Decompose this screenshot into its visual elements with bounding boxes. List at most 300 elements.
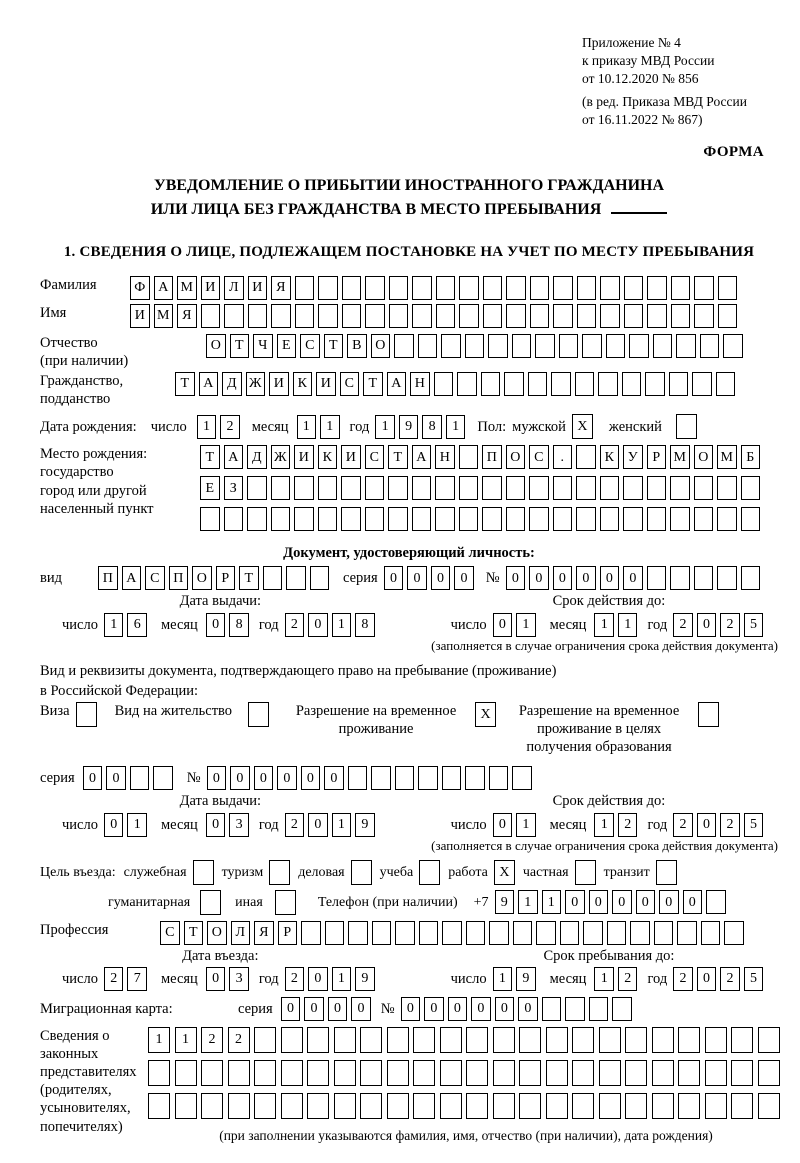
char-box[interactable]: 2	[201, 1027, 223, 1053]
patronymic-boxes[interactable]	[206, 334, 747, 358]
char-box[interactable]	[365, 304, 385, 328]
char-box[interactable]	[436, 304, 456, 328]
char-box[interactable]	[351, 860, 372, 885]
char-box[interactable]	[459, 276, 479, 300]
char-box[interactable]	[228, 1093, 250, 1119]
char-box[interactable]: 2	[220, 415, 240, 439]
char-box[interactable]	[694, 507, 714, 531]
purpose-official-checkbox[interactable]	[193, 860, 214, 885]
char-box[interactable]	[724, 921, 744, 945]
char-box[interactable]	[676, 414, 697, 439]
char-box[interactable]	[493, 1093, 515, 1119]
char-box[interactable]: Р	[278, 921, 298, 945]
char-box[interactable]	[600, 507, 620, 531]
char-box[interactable]	[624, 304, 644, 328]
migration-series-boxes[interactable]	[281, 997, 375, 1021]
char-box[interactable]: Я	[254, 921, 274, 945]
char-box[interactable]	[600, 304, 620, 328]
char-box[interactable]: 0	[636, 890, 656, 914]
char-box[interactable]	[307, 1027, 329, 1053]
char-box[interactable]: 0	[529, 566, 549, 590]
char-box[interactable]	[647, 304, 667, 328]
char-box[interactable]	[565, 997, 585, 1021]
char-box[interactable]	[200, 890, 221, 915]
char-box[interactable]	[440, 1093, 462, 1119]
char-box[interactable]: А	[154, 276, 174, 300]
char-box[interactable]	[271, 304, 291, 328]
legal-reps-row1[interactable]	[148, 1027, 784, 1053]
char-box[interactable]: К	[318, 445, 338, 469]
char-box[interactable]: С	[145, 566, 165, 590]
char-box[interactable]	[542, 997, 562, 1021]
char-box[interactable]	[572, 1027, 594, 1053]
char-box[interactable]: 0	[324, 766, 344, 790]
sex-male-checkbox[interactable]	[572, 414, 593, 439]
char-box[interactable]	[717, 566, 737, 590]
char-box[interactable]: М	[154, 304, 174, 328]
char-box[interactable]: 6	[127, 613, 147, 637]
char-box[interactable]: 3	[229, 813, 249, 837]
char-box[interactable]	[224, 507, 244, 531]
char-box[interactable]: 3	[229, 967, 249, 991]
char-box[interactable]: М	[717, 445, 737, 469]
char-box[interactable]	[286, 566, 306, 590]
char-box[interactable]: 0	[683, 890, 703, 914]
char-box[interactable]: 0	[623, 566, 643, 590]
char-box[interactable]: 0	[308, 967, 328, 991]
char-box[interactable]	[572, 1060, 594, 1086]
char-box[interactable]: Т	[230, 334, 250, 358]
char-box[interactable]: Д	[222, 372, 242, 396]
residence-expiry-day[interactable]	[493, 813, 540, 837]
char-box[interactable]	[622, 372, 642, 396]
entry-arrival-month[interactable]	[206, 967, 253, 991]
residence-series-boxes[interactable]	[83, 766, 177, 790]
char-box[interactable]	[546, 1060, 568, 1086]
char-box[interactable]	[694, 476, 714, 500]
char-box[interactable]: 1	[320, 415, 340, 439]
char-box[interactable]	[295, 276, 315, 300]
char-box[interactable]: 0	[106, 766, 126, 790]
char-box[interactable]: 0	[448, 997, 468, 1021]
phone-boxes[interactable]	[495, 890, 730, 914]
char-box[interactable]: 1	[516, 613, 536, 637]
birth-place-row3[interactable]	[200, 507, 764, 531]
char-box[interactable]: С	[365, 445, 385, 469]
name-boxes[interactable]	[130, 304, 741, 328]
char-box[interactable]	[248, 304, 268, 328]
char-box[interactable]	[295, 304, 315, 328]
option-temp-residence-education-checkbox[interactable]	[698, 702, 719, 727]
char-box[interactable]	[528, 372, 548, 396]
char-box[interactable]: О	[694, 445, 714, 469]
char-box[interactable]	[519, 1027, 541, 1053]
char-box[interactable]	[647, 476, 667, 500]
char-box[interactable]	[275, 890, 296, 915]
char-box[interactable]	[440, 1027, 462, 1053]
char-box[interactable]	[758, 1060, 780, 1086]
char-box[interactable]: 0	[431, 566, 451, 590]
profession-boxes[interactable]	[160, 921, 748, 945]
char-box[interactable]: 9	[355, 813, 375, 837]
char-box[interactable]	[247, 476, 267, 500]
char-box[interactable]	[413, 1060, 435, 1086]
sex-female-checkbox[interactable]	[676, 414, 697, 439]
char-box[interactable]: Т	[239, 566, 259, 590]
char-box[interactable]	[372, 921, 392, 945]
purpose-study-checkbox[interactable]	[419, 860, 440, 885]
char-box[interactable]: 2	[618, 967, 638, 991]
char-box[interactable]	[318, 507, 338, 531]
char-box[interactable]	[483, 304, 503, 328]
char-box[interactable]	[582, 334, 602, 358]
char-box[interactable]	[318, 304, 338, 328]
char-box[interactable]	[418, 334, 438, 358]
char-box[interactable]: 1	[594, 967, 614, 991]
char-box[interactable]: И	[294, 445, 314, 469]
char-box[interactable]: 0	[493, 813, 513, 837]
char-box[interactable]	[576, 507, 596, 531]
char-box[interactable]: Ч	[253, 334, 273, 358]
char-box[interactable]	[625, 1093, 647, 1119]
char-box[interactable]	[360, 1060, 382, 1086]
char-box[interactable]: 1	[127, 813, 147, 837]
char-box[interactable]: 1	[375, 415, 395, 439]
purpose-transit-checkbox[interactable]	[656, 860, 677, 885]
char-box[interactable]	[436, 276, 456, 300]
char-box[interactable]: 7	[127, 967, 147, 991]
char-box[interactable]: Д	[247, 445, 267, 469]
residence-expiry-year[interactable]	[673, 813, 767, 837]
char-box[interactable]: И	[201, 276, 221, 300]
char-box[interactable]	[678, 1093, 700, 1119]
char-box[interactable]: С	[340, 372, 360, 396]
char-box[interactable]	[512, 334, 532, 358]
residence-issue-day[interactable]	[104, 813, 151, 837]
char-box[interactable]: 0	[301, 766, 321, 790]
char-box[interactable]: А	[122, 566, 142, 590]
doc-type-boxes[interactable]	[98, 566, 333, 590]
char-box[interactable]: У	[623, 445, 643, 469]
identity-expiry-year[interactable]	[673, 613, 767, 637]
char-box[interactable]: 0	[254, 766, 274, 790]
identity-issue-month[interactable]	[206, 613, 253, 637]
char-box[interactable]: К	[600, 445, 620, 469]
char-box[interactable]: И	[316, 372, 336, 396]
char-box[interactable]: 2	[673, 613, 693, 637]
char-box[interactable]	[694, 304, 714, 328]
char-box[interactable]: П	[169, 566, 189, 590]
char-box[interactable]: 0	[206, 967, 226, 991]
char-box[interactable]: 8	[229, 613, 249, 637]
identity-expiry-day[interactable]	[493, 613, 540, 637]
char-box[interactable]	[489, 766, 509, 790]
char-box[interactable]	[678, 1027, 700, 1053]
entry-stay-month[interactable]	[594, 967, 641, 991]
char-box[interactable]: Р	[216, 566, 236, 590]
char-box[interactable]: В	[347, 334, 367, 358]
char-box[interactable]	[271, 476, 291, 500]
char-box[interactable]: 0	[506, 566, 526, 590]
char-box[interactable]: 2	[673, 967, 693, 991]
char-box[interactable]: Я	[271, 276, 291, 300]
char-box[interactable]	[481, 372, 501, 396]
char-box[interactable]	[412, 507, 432, 531]
purpose-tourism-checkbox[interactable]	[269, 860, 290, 885]
char-box[interactable]	[576, 476, 596, 500]
char-box[interactable]	[647, 276, 667, 300]
char-box[interactable]	[575, 860, 596, 885]
char-box[interactable]: 0	[493, 613, 513, 637]
char-box[interactable]	[700, 334, 720, 358]
char-box[interactable]	[294, 507, 314, 531]
identity-expiry-month[interactable]	[594, 613, 641, 637]
char-box[interactable]	[705, 1027, 727, 1053]
char-box[interactable]	[716, 372, 736, 396]
char-box[interactable]: 0	[206, 613, 226, 637]
char-box[interactable]	[457, 372, 477, 396]
char-box[interactable]	[530, 304, 550, 328]
migration-number-boxes[interactable]	[401, 997, 636, 1021]
char-box[interactable]: Л	[231, 921, 251, 945]
char-box[interactable]: 0	[471, 997, 491, 1021]
char-box[interactable]	[466, 1027, 488, 1053]
char-box[interactable]	[529, 476, 549, 500]
residence-expiry-month[interactable]	[594, 813, 641, 837]
option-residence-permit-checkbox[interactable]	[248, 702, 269, 727]
char-box[interactable]: 8	[422, 415, 442, 439]
char-box[interactable]	[671, 304, 691, 328]
char-box[interactable]	[671, 276, 691, 300]
char-box[interactable]	[459, 507, 479, 531]
char-box[interactable]	[519, 1093, 541, 1119]
char-box[interactable]: 0	[612, 890, 632, 914]
char-box[interactable]: 2	[285, 813, 305, 837]
char-box[interactable]: 0	[328, 997, 348, 1021]
char-box[interactable]: Т	[175, 372, 195, 396]
char-box[interactable]: О	[371, 334, 391, 358]
char-box[interactable]: 8	[355, 613, 375, 637]
char-box[interactable]	[583, 921, 603, 945]
birth-month-boxes[interactable]	[297, 415, 344, 439]
char-box[interactable]	[623, 507, 643, 531]
char-box[interactable]: 0	[600, 566, 620, 590]
char-box[interactable]: 2	[228, 1027, 250, 1053]
char-box[interactable]	[395, 921, 415, 945]
char-box[interactable]	[546, 1027, 568, 1053]
char-box[interactable]	[413, 1027, 435, 1053]
char-box[interactable]	[412, 476, 432, 500]
char-box[interactable]: Н	[435, 445, 455, 469]
char-box[interactable]	[440, 1060, 462, 1086]
identity-issue-day[interactable]	[104, 613, 151, 637]
char-box[interactable]: 9	[399, 415, 419, 439]
entry-arrival-year[interactable]	[285, 967, 379, 991]
char-box[interactable]	[318, 476, 338, 500]
char-box[interactable]	[705, 1093, 727, 1119]
char-box[interactable]	[387, 1027, 409, 1053]
char-box[interactable]	[647, 507, 667, 531]
char-box[interactable]: 2	[618, 813, 638, 837]
char-box[interactable]: Т	[324, 334, 344, 358]
char-box[interactable]	[629, 334, 649, 358]
char-box[interactable]	[669, 372, 689, 396]
char-box[interactable]	[248, 702, 269, 727]
char-box[interactable]	[600, 476, 620, 500]
char-box[interactable]	[513, 921, 533, 945]
char-box[interactable]	[493, 1060, 515, 1086]
char-box[interactable]: X	[494, 860, 515, 885]
char-box[interactable]: 1	[332, 613, 352, 637]
char-box[interactable]: 1	[542, 890, 562, 914]
char-box[interactable]	[577, 276, 597, 300]
purpose-private-checkbox[interactable]	[575, 860, 596, 885]
char-box[interactable]	[459, 304, 479, 328]
char-box[interactable]	[553, 476, 573, 500]
char-box[interactable]	[435, 507, 455, 531]
char-box[interactable]: П	[98, 566, 118, 590]
char-box[interactable]: А	[412, 445, 432, 469]
char-box[interactable]: 2	[285, 967, 305, 991]
char-box[interactable]	[670, 566, 690, 590]
char-box[interactable]: 0	[277, 766, 297, 790]
char-box[interactable]	[418, 766, 438, 790]
char-box[interactable]	[360, 1093, 382, 1119]
char-box[interactable]	[271, 507, 291, 531]
char-box[interactable]	[465, 334, 485, 358]
birth-place-row1[interactable]	[200, 445, 764, 469]
char-box[interactable]: 5	[744, 967, 764, 991]
char-box[interactable]	[488, 334, 508, 358]
char-box[interactable]: Т	[200, 445, 220, 469]
char-box[interactable]: 1	[618, 613, 638, 637]
char-box[interactable]: 9	[355, 967, 375, 991]
char-box[interactable]: 0	[576, 566, 596, 590]
char-box[interactable]	[731, 1093, 753, 1119]
char-box[interactable]	[389, 304, 409, 328]
char-box[interactable]	[394, 334, 414, 358]
char-box[interactable]	[441, 334, 461, 358]
char-box[interactable]	[442, 921, 462, 945]
char-box[interactable]	[576, 445, 596, 469]
char-box[interactable]	[412, 304, 432, 328]
char-box[interactable]: 0	[401, 997, 421, 1021]
char-box[interactable]	[677, 921, 697, 945]
char-box[interactable]: К	[293, 372, 313, 396]
char-box[interactable]	[506, 507, 526, 531]
residence-number-boxes[interactable]	[207, 766, 536, 790]
char-box[interactable]	[228, 1060, 250, 1086]
char-box[interactable]	[623, 476, 643, 500]
option-temp-residence-checkbox[interactable]	[475, 702, 496, 727]
char-box[interactable]	[676, 334, 696, 358]
char-box[interactable]: Ж	[271, 445, 291, 469]
legal-reps-row2[interactable]	[148, 1060, 784, 1086]
char-box[interactable]	[269, 860, 290, 885]
char-box[interactable]	[612, 997, 632, 1021]
char-box[interactable]	[504, 372, 524, 396]
char-box[interactable]: И	[341, 445, 361, 469]
char-box[interactable]: X	[475, 702, 496, 727]
char-box[interactable]: Е	[200, 476, 220, 500]
char-box[interactable]: М	[670, 445, 690, 469]
char-box[interactable]: 1	[175, 1027, 197, 1053]
char-box[interactable]	[201, 1093, 223, 1119]
char-box[interactable]	[281, 1060, 303, 1086]
char-box[interactable]: 0	[495, 997, 515, 1021]
char-box[interactable]	[483, 276, 503, 300]
legal-reps-row3[interactable]	[148, 1093, 784, 1119]
char-box[interactable]	[334, 1093, 356, 1119]
char-box[interactable]	[705, 1060, 727, 1086]
entry-stay-year[interactable]	[673, 967, 767, 991]
char-box[interactable]	[318, 276, 338, 300]
char-box[interactable]: 5	[744, 813, 764, 837]
option-visa-checkbox[interactable]	[76, 702, 97, 727]
entry-arrival-day[interactable]	[104, 967, 151, 991]
char-box[interactable]: 2	[104, 967, 124, 991]
char-box[interactable]: А	[387, 372, 407, 396]
char-box[interactable]: 1	[446, 415, 466, 439]
char-box[interactable]	[482, 507, 502, 531]
char-box[interactable]	[599, 1027, 621, 1053]
char-box[interactable]	[741, 476, 761, 500]
char-box[interactable]	[371, 766, 391, 790]
char-box[interactable]	[466, 1093, 488, 1119]
char-box[interactable]	[334, 1060, 356, 1086]
char-box[interactable]: Р	[647, 445, 667, 469]
char-box[interactable]: 1	[297, 415, 317, 439]
doc-series-boxes[interactable]	[384, 566, 478, 590]
char-box[interactable]: 9	[516, 967, 536, 991]
char-box[interactable]: 1	[104, 613, 124, 637]
char-box[interactable]	[224, 304, 244, 328]
char-box[interactable]	[656, 860, 677, 885]
char-box[interactable]: И	[248, 276, 268, 300]
char-box[interactable]	[148, 1060, 170, 1086]
residence-issue-month[interactable]	[206, 813, 253, 837]
char-box[interactable]: 1	[493, 967, 513, 991]
char-box[interactable]: 2	[285, 613, 305, 637]
char-box[interactable]	[419, 860, 440, 885]
char-box[interactable]: 0	[697, 967, 717, 991]
char-box[interactable]	[254, 1060, 276, 1086]
char-box[interactable]	[560, 921, 580, 945]
char-box[interactable]	[506, 276, 526, 300]
char-box[interactable]: 0	[351, 997, 371, 1021]
char-box[interactable]	[294, 476, 314, 500]
char-box[interactable]: 0	[104, 813, 124, 837]
char-box[interactable]	[624, 276, 644, 300]
char-box[interactable]: 0	[304, 997, 324, 1021]
char-box[interactable]	[717, 476, 737, 500]
char-box[interactable]: С	[160, 921, 180, 945]
birth-year-boxes[interactable]	[375, 415, 469, 439]
char-box[interactable]: С	[300, 334, 320, 358]
char-box[interactable]	[466, 1060, 488, 1086]
char-box[interactable]: Е	[277, 334, 297, 358]
char-box[interactable]	[731, 1060, 753, 1086]
citizenship-boxes[interactable]	[175, 372, 739, 396]
char-box[interactable]: Я	[177, 304, 197, 328]
birth-place-row2[interactable]	[200, 476, 764, 500]
purpose-business-checkbox[interactable]	[351, 860, 372, 885]
char-box[interactable]	[395, 766, 415, 790]
char-box[interactable]	[200, 507, 220, 531]
char-box[interactable]	[254, 1027, 276, 1053]
char-box[interactable]: Ф	[130, 276, 150, 300]
char-box[interactable]	[489, 921, 509, 945]
